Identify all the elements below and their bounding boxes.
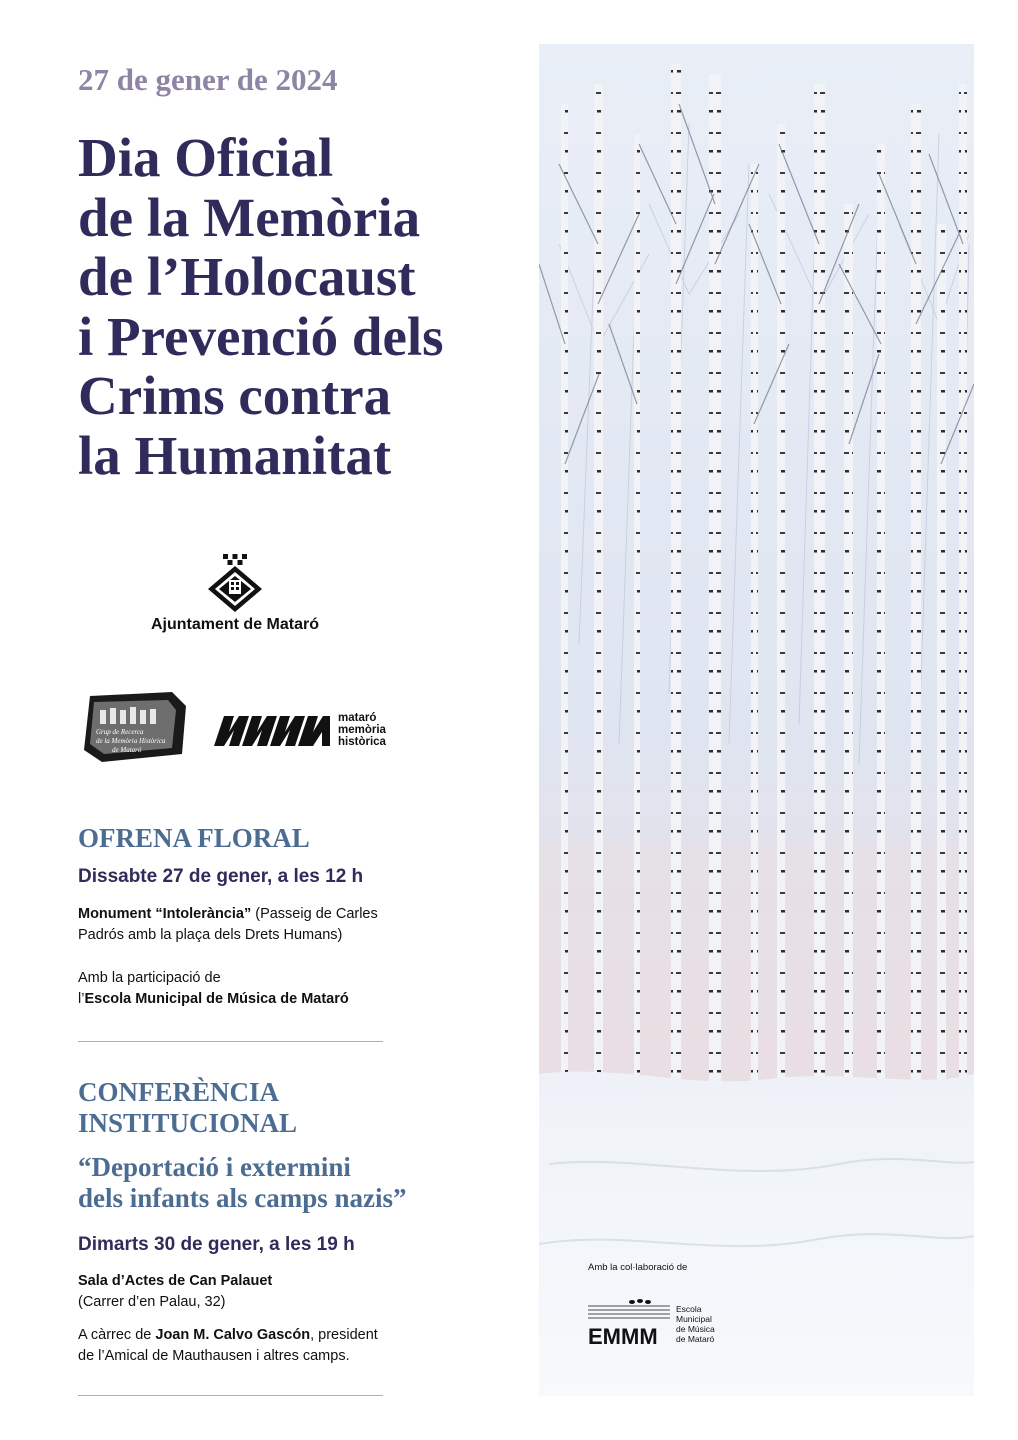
emmm-text-line: Escola xyxy=(676,1304,702,1314)
subtitle-line: dels infants als camps nazis” xyxy=(78,1183,407,1213)
collaboration-label: Amb la col·laboració de xyxy=(588,1262,688,1273)
divider xyxy=(78,1041,383,1042)
ajuntament-logo xyxy=(140,552,330,634)
place-name: Sala d’Actes de Can Palauet xyxy=(78,1273,273,1289)
page-title xyxy=(78,128,444,485)
place-detail: (Passeig de Carles xyxy=(251,906,378,922)
title-line: Dia Oficial xyxy=(78,127,334,188)
mmh-text-line: històrica xyxy=(338,736,386,748)
mmh-text xyxy=(338,712,386,748)
emmm-text-line: Municipal xyxy=(676,1314,712,1324)
participation-school: Escola Municipal de Música de Mataró xyxy=(84,990,349,1007)
ofrena-floral-date: Dissabte 27 de gener, a les 12 h xyxy=(78,866,364,887)
emmm-acronym: EMMM xyxy=(588,1324,658,1349)
place-detail: Padrós amb la plaça dels Drets Humans) xyxy=(78,926,343,943)
mmh-text-line: memòria xyxy=(338,724,386,736)
conferencia-title-line: INSTITUCIONAL xyxy=(78,1108,298,1138)
title-line: Crims contra xyxy=(78,365,392,426)
speaker-name: Joan M. Calvo Gascón xyxy=(155,1327,311,1343)
divider xyxy=(78,1395,383,1396)
winter-birch-forest-image xyxy=(539,44,974,1396)
conferencia-title-line: CONFERÈNCIA xyxy=(78,1077,280,1107)
ofrena-floral-place xyxy=(78,904,378,945)
event-date-header: 27 de gener de 2024 xyxy=(78,62,338,97)
title-line: de la Memòria xyxy=(78,186,421,248)
emmm-text-line: de Música xyxy=(676,1324,715,1334)
grup-text-line: Grup de Recerca xyxy=(96,728,144,736)
ajuntament-name: Ajuntament de Mataró xyxy=(150,616,319,633)
conferencia-subtitle xyxy=(78,1152,407,1214)
participation-line: Amb la participació de xyxy=(78,970,221,986)
speaker-role: de l’Amical de Mauthausen i altres camps. xyxy=(78,1347,350,1364)
speaker-role: , president xyxy=(310,1327,378,1343)
subtitle-line: “Deportació i extermini xyxy=(78,1152,351,1182)
conferencia-title xyxy=(78,1077,297,1139)
grup-recerca-logo xyxy=(82,692,188,762)
conferencia-date: Dimarts 30 de gener, a les 19 h xyxy=(78,1234,355,1255)
conferencia-speaker xyxy=(78,1325,378,1366)
conferencia-place xyxy=(78,1271,272,1312)
grup-text-line: de Mataró xyxy=(112,746,142,754)
grup-text-line: de la Memòria Històrica xyxy=(96,737,166,745)
ofrena-floral-title: OFRENA FLORAL xyxy=(78,823,310,853)
title-line: la Humanitat xyxy=(78,424,392,486)
place-detail: (Carrer d’en Palau, 32) xyxy=(78,1293,226,1310)
place-name: Monument “Intolerància” xyxy=(78,906,252,922)
speaker-prefix: A càrrec de xyxy=(78,1327,156,1343)
mmh-text-line: mataró xyxy=(338,712,377,724)
participation-prefix: l’ xyxy=(78,990,85,1007)
ajuntament-crest-icon xyxy=(205,552,265,612)
birch-forest-illustration xyxy=(539,44,974,1396)
birds-icon xyxy=(629,1299,651,1304)
ofrena-floral-participation xyxy=(78,968,349,1009)
emmm-text-line: de Mataró xyxy=(676,1334,715,1344)
emmm-text xyxy=(676,1304,715,1344)
title-line: de l’Holocaust xyxy=(78,246,416,307)
title-line: i Prevenció dels xyxy=(78,305,444,367)
